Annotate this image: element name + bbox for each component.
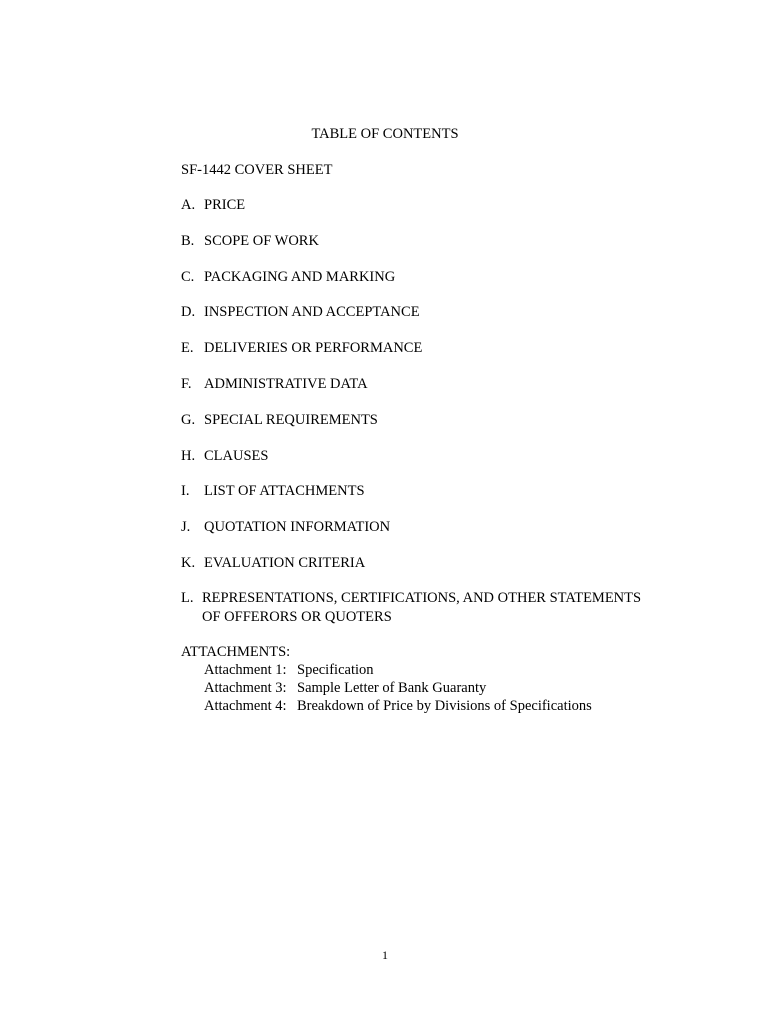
attachment-text: Sample Letter of Bank Guaranty xyxy=(297,680,487,696)
toc-letter: J. xyxy=(181,519,191,536)
toc-letter: D. xyxy=(181,304,196,321)
toc-text: SPECIAL REQUIREMENTS xyxy=(204,411,378,428)
toc-item-a xyxy=(181,197,422,233)
toc-item-l xyxy=(181,589,641,627)
toc-text: DELIVERIES OR PERFORMANCE xyxy=(204,340,423,357)
toc-text: ADMINISTRATIVE DATA xyxy=(204,375,368,392)
attachment-label: Attachment 1: xyxy=(204,662,287,678)
toc-letter: B. xyxy=(181,232,195,249)
toc-text: CLAUSES xyxy=(204,447,269,464)
attachment-label: Attachment 4: xyxy=(204,698,287,714)
toc-text: EVALUATION CRITERIA xyxy=(204,554,366,571)
page-number: 1 xyxy=(382,948,388,962)
toc-letter: K. xyxy=(181,554,196,571)
toc-letter: E. xyxy=(181,340,194,357)
toc-list xyxy=(181,197,422,591)
toc-letter: C. xyxy=(181,268,195,285)
attachments-heading: ATTACHMENTS: xyxy=(181,644,291,660)
attachments-block xyxy=(181,643,592,715)
toc-item-f xyxy=(181,376,422,412)
attachment-item xyxy=(181,661,592,679)
toc-letter: I. xyxy=(181,483,190,500)
toc-text: QUOTATION INFORMATION xyxy=(204,519,391,536)
toc-text: INSPECTION AND ACCEPTANCE xyxy=(204,304,420,321)
toc-letter: A. xyxy=(181,197,196,213)
toc-item-l-line1 xyxy=(181,589,641,608)
toc-letter: L. xyxy=(181,590,194,606)
toc-item-i xyxy=(181,483,422,519)
attachment-text: Breakdown of Price by Divisions of Specifications xyxy=(297,698,592,714)
toc-item-c xyxy=(181,269,422,305)
toc-text: PACKAGING AND MARKING xyxy=(204,268,396,285)
toc-text: PRICE xyxy=(204,197,246,213)
toc-item-l-line2 xyxy=(181,608,641,627)
toc-item-e xyxy=(181,340,422,376)
toc-text: REPRESENTATIONS, CERTIFICATIONS, AND OTHER STATEMENTS xyxy=(202,590,642,606)
toc-item-b xyxy=(181,233,422,269)
attachment-item xyxy=(181,679,592,697)
cover-sheet-entry: SF-1442 COVER SHEET xyxy=(181,162,333,178)
toc-text: LIST OF ATTACHMENTS xyxy=(204,483,365,500)
toc-text: SCOPE OF WORK xyxy=(204,232,319,249)
page-title: TABLE OF CONTENTS xyxy=(311,126,459,142)
toc-letter: H. xyxy=(181,447,196,464)
toc-item-g xyxy=(181,412,422,448)
toc-item-h xyxy=(181,448,422,484)
toc-text-continued: OF OFFERORS OR QUOTERS xyxy=(202,609,392,625)
toc-item-k xyxy=(181,555,422,591)
toc-letter: G. xyxy=(181,411,196,428)
attachment-item xyxy=(181,697,592,715)
toc-item-d xyxy=(181,304,422,340)
attachment-text: Specification xyxy=(297,662,374,678)
attachment-label: Attachment 3: xyxy=(204,680,287,696)
toc-item-j xyxy=(181,519,422,555)
toc-letter: F. xyxy=(181,375,192,392)
